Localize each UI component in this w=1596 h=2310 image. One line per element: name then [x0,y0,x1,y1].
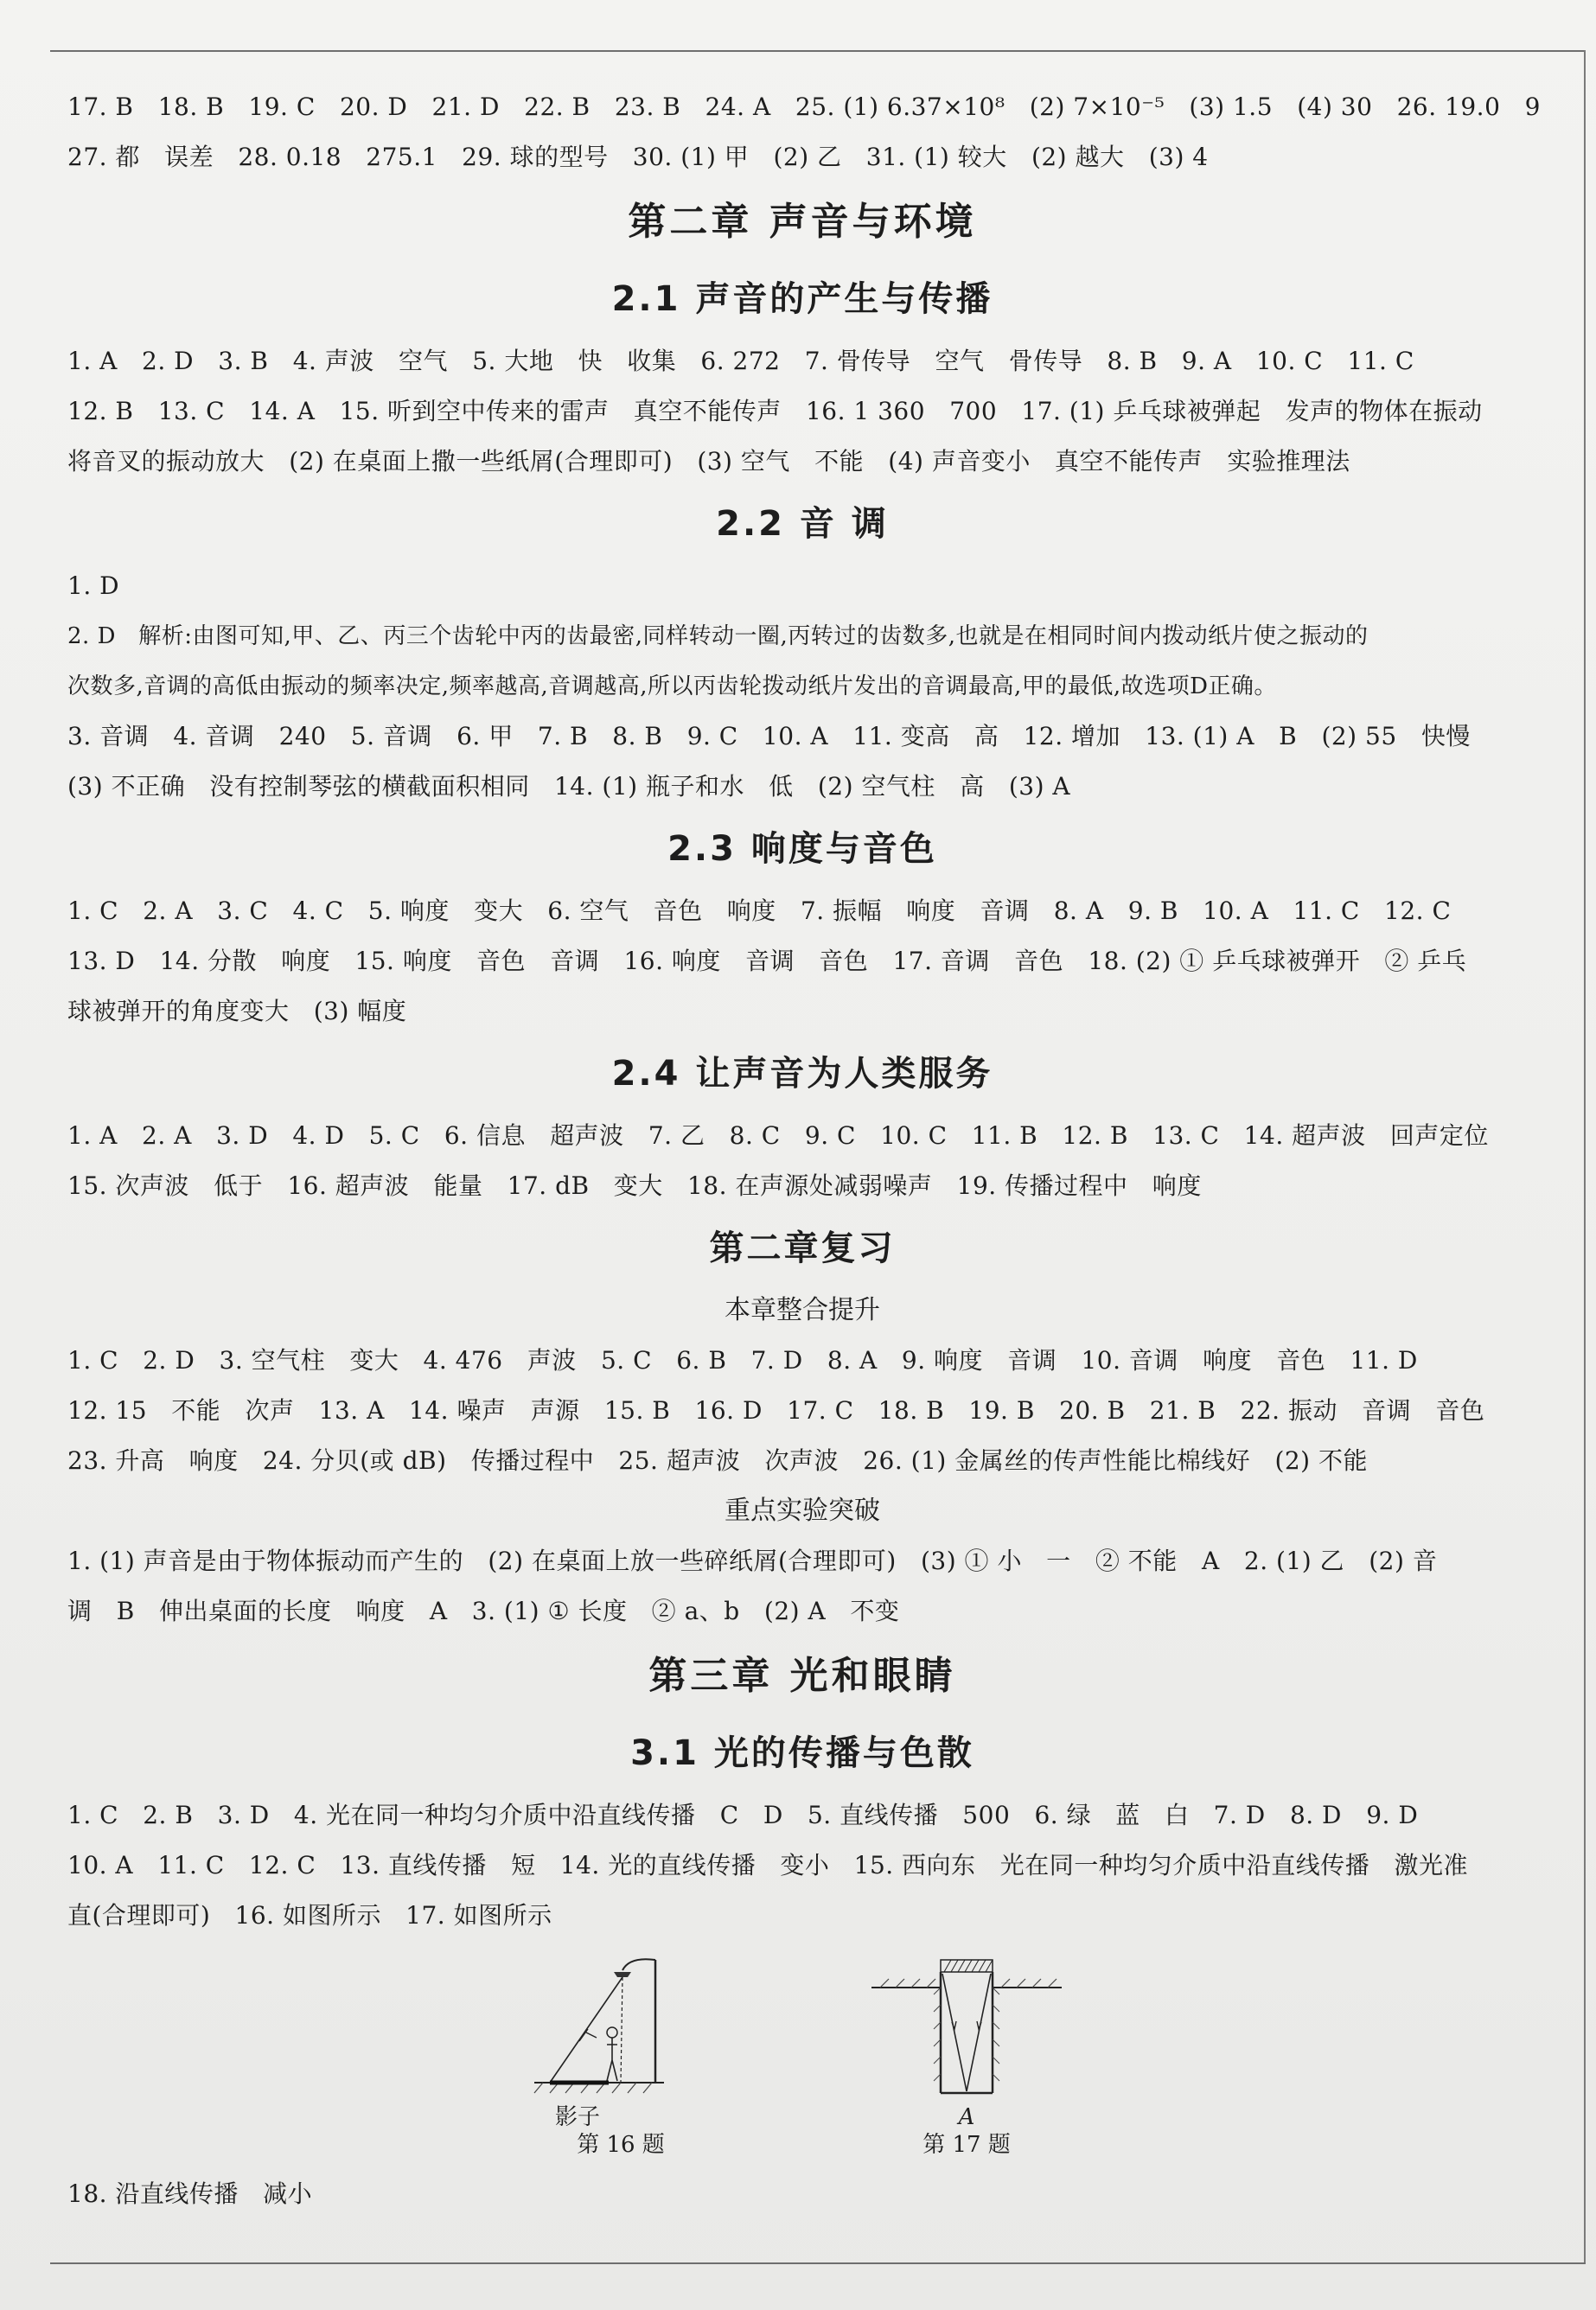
right-border [1584,50,1586,2263]
answer-line: 1. C 2. D 3. 空气柱 变大 4. 476 声波 5. C 6. B 7. D 8. A 9. 响度 音调 10. 音调 响度 音色 11. D [67,1346,1418,1375]
answer-line: 17. B 18. B 19. C 20. D 21. D 22. B 23. B 24. A 25. (1) 6.37×10⁸ (2) 7×10⁻⁵ (3) 1.5 (4) 30 26. 19.0 9 [67,93,1541,121]
answer-line: 将音叉的振动放大 (2) 在桌面上撒一些纸屑(合理即可) (3) 空气 不能 (4) 声音变小 真空不能传声 实验推理法 [67,447,1350,475]
answer-line: 10. A 11. C 12. C 13. 直线传播 短 14. 光的直线传播 变小 15. 西向东 光在同一种均匀介质中沿直线传播 激光准 [67,1851,1468,1879]
answer-line: 1. C 2. A 3. C 4. C 5. 响度 变大 6. 空气 音色 响度 7. 振幅 响度 音调 8. A 9. B 10. A 11. C 12. C [67,897,1452,925]
answer-line: 直(合理即可) 16. 如图所示 17. 如图所示 [67,1901,552,1930]
section-title: 2.1 声音的产生与传播 [611,279,993,319]
answer-line: 15. 次声波 低于 16. 超声波 能量 17. dB 变大 18. 在声源处减弱噪声 19. 传播过程中 响度 [67,1171,1202,1200]
answer-line: 12. 15 不能 次声 13. A 14. 噪声 声源 15. B 16. D 17. C 18. B 19. B 20. B 21. B 22. 振动 音调 音色 [67,1396,1485,1425]
subsection-title: 本章整合提升 [725,1295,880,1325]
answer-line: 27. 都 误差 28. 0.18 275.1 29. 球的型号 30. (1) 甲 (2) 乙 31. (1) 较大 (2) 越大 (3) 4 [67,143,1209,171]
figures-row [67,1953,1537,2169]
answer-line: 1. D [67,571,120,600]
figure-16 [517,1953,725,2160]
streetlight-shadow-diagram [517,1953,725,2105]
subsection-title: 重点实验突破 [725,1496,880,1526]
answer-line: 球被弹开的角度变大 (3) 幅度 [67,997,407,1025]
answer-line: 13. D 14. 分散 响度 15. 响度 音色 音调 16. 响度 音调 音色 17. 音调 音色 18. (2) ① 乒乓球被弹开 ② 乒乓 [67,947,1467,975]
chapter-title: 第二章 声音与环境 [628,200,977,244]
figure-caption: 第 17 题 [922,2132,1011,2158]
answer-line: 3. 音调 4. 音调 240 5. 音调 6. 甲 7. B 8. B 9. C 10. A 11. 变高 高 12. 增加 13. (1) A B (2) 55 快慢 [67,722,1471,750]
answer-line: 2. D 解析:由图可知,甲、乙、丙三个齿轮中丙的齿最密,同样转动一圈,丙转过的齿数多,也就是在相同时间内拨动纸片使之振动的 [67,623,1369,649]
top-border [50,50,1586,52]
answer-line: 23. 升高 响度 24. 分贝(或 dB) 传播过程中 25. 超声波 次声波 26. (1) 金属丝的传声性能比棉线好 (2) 不能 [67,1446,1369,1475]
chapter-title: 第三章 光和眼睛 [648,1654,956,1698]
well-light-diagram [863,1953,1070,2105]
answer-line: 1. (1) 声音是由于物体振动而产生的 (2) 在桌面上放一些碎纸屑(合理即可) (3) ① 小 一 ② 不能 A 2. (1) 乙 (2) 音 [67,1547,1438,1575]
section-title: 2.4 让声音为人类服务 [611,1054,993,1094]
answer-line: 1. C 2. B 3. D 4. 光在同一种均匀介质中沿直线传播 C D 5. 直线传播 500 6. 绿 蓝 白 7. D 8. D 9. D [67,1801,1419,1829]
answer-line: (3) 不正确 没有控制琴弦的横截面积相同 14. (1) 瓶子和水 低 (2) 空气柱 高 (3) A [67,772,1071,801]
answer-line: 18. 沿直线传播 减小 [67,2179,313,2208]
section-title: 3.1 光的传播与色散 [630,1733,974,1773]
answer-content [67,82,1541,2219]
section-title: 2.2 音 调 [716,504,889,544]
figure-caption: 第 16 题 [577,2132,665,2158]
answer-line: 1. A 2. D 3. B 4. 声波 空气 5. 大地 快 收集 6. 272 7. 骨传导 空气 骨传导 8. B 9. A 10. C 11. C [67,347,1414,375]
review-title: 第二章复习 [709,1228,896,1268]
answer-line: 调 B 伸出桌面的长度 响度 A 3. (1) ① 长度 ② a、b (2) A 不变 [67,1597,900,1625]
bottom-border [50,2262,1586,2264]
figure-17 [863,1953,1070,2160]
point-a-label: A [958,2104,975,2130]
answer-line: 12. B 13. C 14. A 15. 听到空中传来的雷声 真空不能传声 16. 1 360 700 17. (1) 乒乓球被弹起 发声的物体在振动 [67,397,1483,425]
answer-line: 次数多,音调的高低由振动的频率决定,频率越高,音调越高,所以丙齿轮拨动纸片发出的音调最高,甲的最低,故选项D正确。 [67,673,1277,699]
section-title: 2.3 响度与音色 [667,829,937,869]
shadow-label: 影子 [555,2104,601,2130]
answer-line: 1. A 2. A 3. D 4. D 5. C 6. 信息 超声波 7. 乙 8. C 9. C 10. C 11. B 12. B 13. C 14. 超声波 回声定位 [67,1121,1489,1150]
